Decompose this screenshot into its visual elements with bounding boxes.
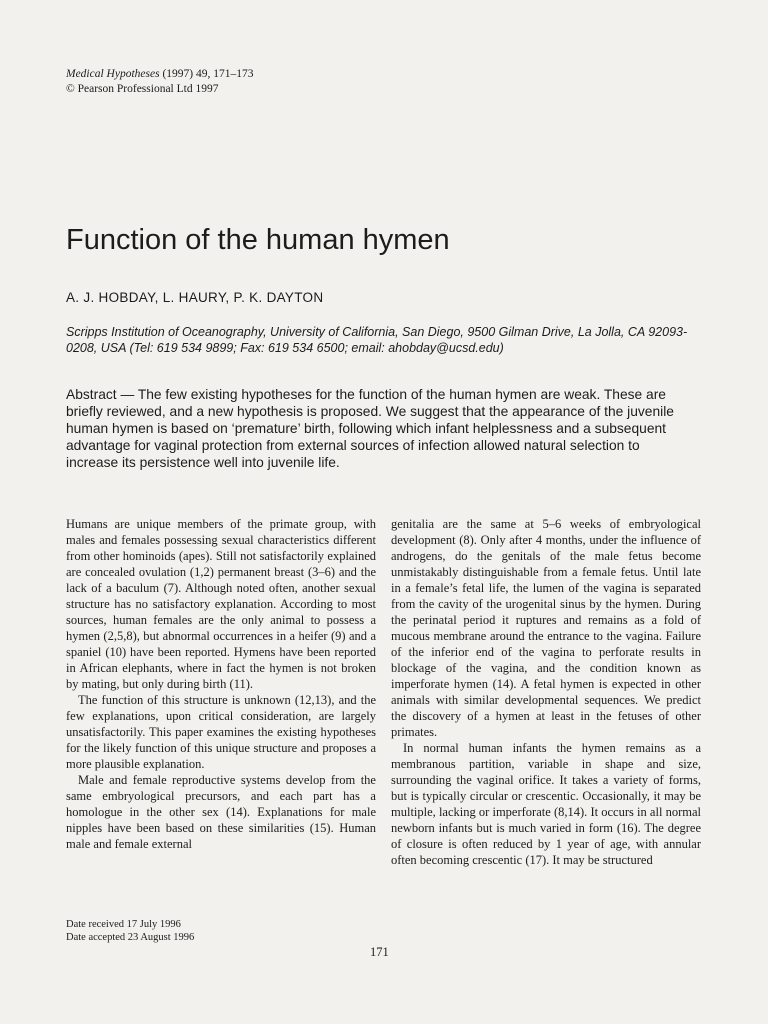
body-column-left (66, 516, 376, 852)
journal-name: Medical Hypotheses (66, 68, 160, 80)
article-title: Function of the human hymen (66, 224, 450, 256)
author-affiliation: Scripps Institution of Oceanography, University of California, San Diego, 9500 Gilman Drive, La Jolla, CA 92093-0208, USA (Tel: 619 534 9899; Fax: 619 534 6500; email: ahobday@ucsd.edu) (66, 325, 688, 355)
body-paragraph: Humans are unique members of the primate group, with males and females possessing sexual characteristics different from other hominoids (apes). Still not satisfactorily explained are concealed ovulation (1,2) permanent breast (3–6) and the lack of a baculum (7). Although noted often, another sexual structure has no satisfactory explanation. According to most sources, human females are the only animal to possess a hymen (2,5,8), but abnormal occurrences in a heifer (9) and a spaniel (10) have been reported. Hymens have been reported in African elephants, where in fact the hymen is not broken by mating, but only during birth (11). (66, 517, 376, 691)
article-dates (66, 918, 194, 944)
date-received: Date received 17 July 1996 (66, 919, 181, 930)
journal-citation (66, 67, 254, 97)
citation-line (66, 67, 254, 82)
copyright-line: © Pearson Professional Ltd 1997 (66, 83, 219, 95)
body-paragraph: In normal human infants the hymen remains as a membranous partition, variable in shape and size, surrounding the vaginal orifice. It takes a variety of forms, but is typically circular or crescentic. Occasionally, it may be multiple, lacking or imperforate (8,14). It occurs in all normal newborn infants but is much varied in form (16). The degree of closure is often reduced by 1 year of age, with annular often becoming crescentic (17). It may be structured (391, 741, 701, 867)
body-column-right (391, 516, 701, 868)
date-accepted: Date accepted 23 August 1996 (66, 932, 195, 943)
page-number: 171 (370, 945, 389, 959)
abstract: Abstract — The few existing hypotheses for the function of the human hymen are weak. These are briefly reviewed, and a new hypothesis is proposed. We suggest that the appearance of the juvenile human hymen is based on ‘premature’ birth, following which infant helplessness and a subsequent advantage for vaginal protection from external sources of infection allowed natural selection to increase its persistence well into juvenile life. (66, 387, 674, 470)
body-paragraph: The function of this structure is unknown (12,13), and the few explanations, upon critical consideration, are largely unsatisfactorily. This paper examines the existing hypotheses for the likely function of this unique structure and proposes a more plausible explanation. (66, 693, 376, 771)
journal-volume-pages: (1997) 49, 171–173 (162, 68, 254, 80)
author-list: A. J. HOBDAY, L. HAURY, P. K. DAYTON (66, 290, 324, 305)
body-paragraph: genitalia are the same at 5–6 weeks of embryological development (8). Only after 4 months, under the influence of androgens, do the genitals of the male fetus become unmistakably distinguishable from a female fetus. Until late in a female’s fetal life, the lumen of the vagina is separated from the cavity of the urogenital sinus by the hymen. During the perinatal period it ruptures and remains as a fold of mucous membrane around the entrance to the vagina. Failure of the inferior end of the vagina to perforate results in blockage of the vagina, and the condition known as imperforate hymen (14). A fetal hymen is expected in other animals with similar developmental sequences. We predict the discovery of a hymen at least in the fetuses of other primates. (391, 517, 701, 739)
body-paragraph: Male and female reproductive systems develop from the same embryological precursors, and each part has a homologue in the other sex (14). Explanations for male nipples have been based on these similarities (15). Human male and female external (66, 773, 376, 851)
